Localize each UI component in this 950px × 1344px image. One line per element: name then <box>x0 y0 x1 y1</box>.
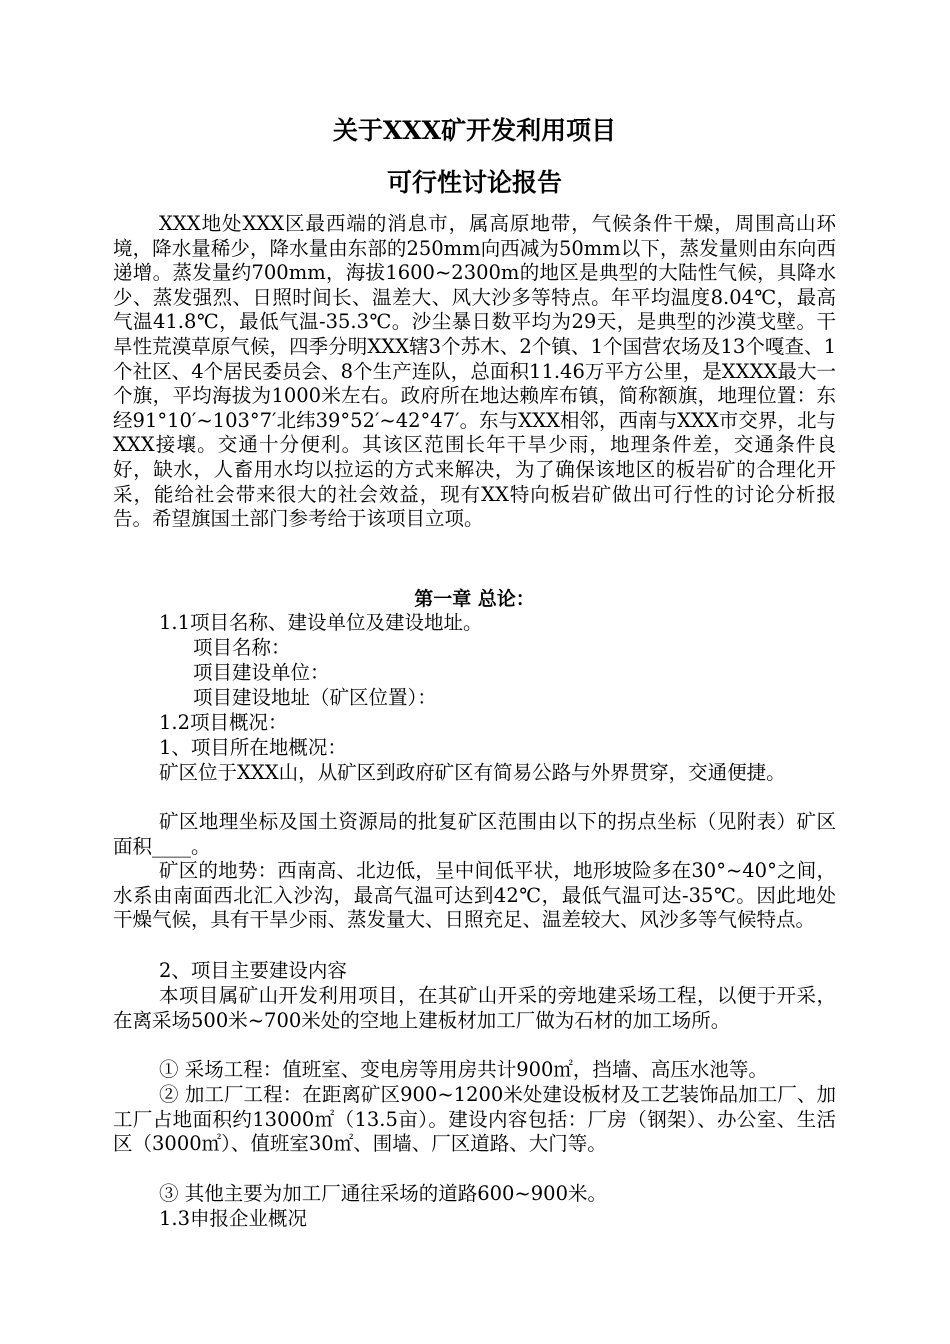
factory-works-item: ② 加工厂工程：在距离矿区900~1200米处建设板材及工艺装饰品加工厂、加工厂占地面积约13000㎡（13.5亩）。建设内容包括：厂房（钢架）、办公室、生活区（3000㎡）、值班室30㎡、围墙、厂区道路、大门等。 <box>113 1083 836 1156</box>
quarry-works-item: ① 采场工程：值班室、变电房等用房共计900㎡，挡墙、高压水池等。 <box>159 1058 768 1081</box>
location-paragraph: 矿区位于XXX山，从矿区到政府矿区有简易公路与外界贯穿，交通便捷。 <box>159 761 786 784</box>
construction-paragraph: 本项目属矿山开发利用项目，在其矿山开采的旁地建采场工程，以便于开采，在离采场500米~700米处的空地上建板材加工厂做为石材的加工场所。 <box>113 984 836 1032</box>
terrain-paragraph: 矿区的地势：西南高、北边低，呈中间低平状，地形坡险多在30°~40°之间，水系由南面西北汇入沙沟，最高气温可达到42℃，最低气温可达-35℃。因此地处干燥气候，具有干旱少雨、蒸发量大、日照充足、温差较大、风沙多等气候特点。 <box>113 859 836 932</box>
section-1-1-heading: 1.1项目名称、建设单位及建设地址。 <box>159 611 483 634</box>
road-works-item: ③ 其他主要为加工厂通往采场的道路600~900米。 <box>159 1182 607 1205</box>
intro-paragraph: XXX地处XXX区最西端的消息市，属高原地带，气候条件干燥，周围高山环境，降水量稀少，降水量由东部的250mm向西减为50mm以下，蒸发量则由东向西递增。蒸发量约700mm，海拔1600~2300m的地区是典型的大陆性气候，具降水少、蒸发强烈、日照时间长、温差大、风大沙多等特点。年平均温度8.04℃，最高气温41.8℃，最低气温-35.3℃。沙尘暴日数平均为29天，是典型的沙漠戈壁。干旱性荒漠草原气候，四季分明XXX辖3个苏木、2个镇、1个国营农场及13个嘎查、1个社区、4个居民委员会、8个生产连队，总面积11.46万平方公里，是XXXX最大一个旗，平均海拔为1000米左右。政府所在地达赖库布镇，简称额旗，地理位置：东经91°10′~103°7′北纬39°52′~42°47′。东与XXX相邻，西南与XXX市交界，北与XXX接壤。交通十分便利。其该区范围长年干旱少雨，地理条件差，交通条件良好，缺水，人畜用水均以拉运的方式来解决，为了确保该地区的板岩矿的合理化开采，能给社会带来很大的社会效益，现有XX特向板岩矿做出可行性的讨论分析报告。希望旗国土部门参考给于该项目立项。 <box>113 212 836 531</box>
project-name-label: 项目名称： <box>193 636 291 659</box>
section-1-3-heading: 1.3申报企业概况 <box>159 1207 308 1230</box>
document-title-line-2: 可行性讨论报告 <box>386 168 562 197</box>
coordinates-paragraph: 矿区地理坐标及国土资源局的批复矿区范围由以下的拐点坐标（见附表）矿区面积____。 <box>113 810 836 858</box>
section-1-2-heading: 1.2项目概况： <box>159 711 288 734</box>
subsection-1-heading: 1、项目所在地概况： <box>159 736 347 759</box>
document-title-line-1: 关于XXX矿开发利用项目 <box>332 116 617 145</box>
project-unit-label: 项目建设单位： <box>193 661 330 684</box>
subsection-2-heading: 2、项目主要建设内容 <box>159 959 347 982</box>
project-address-label: 项目建设地址（矿区位置）： <box>193 686 437 709</box>
chapter-heading: 第一章 总论： <box>414 588 535 610</box>
